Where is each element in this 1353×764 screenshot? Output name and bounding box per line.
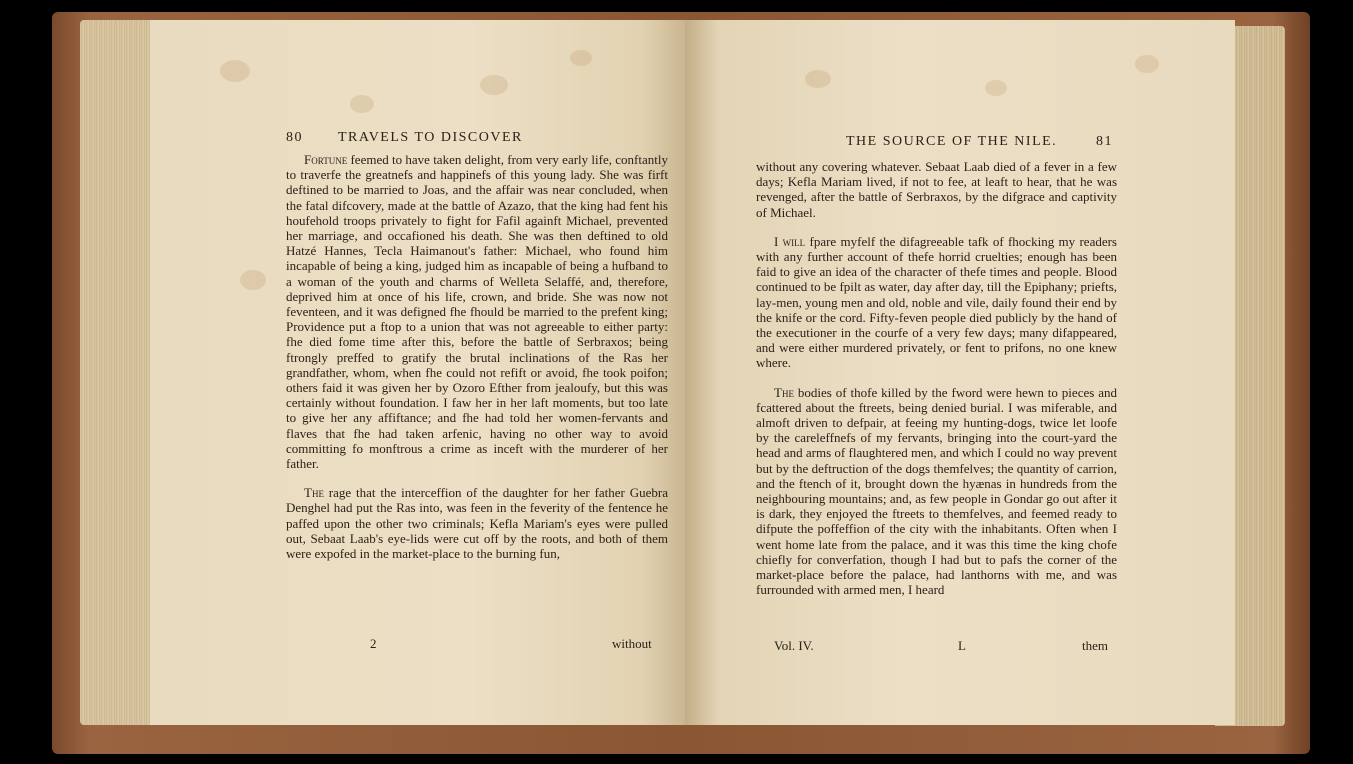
paragraph-lead: The bbox=[304, 485, 324, 501]
left-paragraph-2 bbox=[286, 485, 668, 561]
left-page-number: 80 bbox=[286, 130, 303, 145]
paragraph-body: rage that the interceffion of the daughter for her father Guebra Denghel had put the Ras into, was feen in the feverity of the fentence he paffed upon the other two criminals; Kefla Mariam's eyes were pulled out, Sebaat Laab's eye-lids were cut off by the roots, and both of them were expofed in the market-place to the burning fun, bbox=[286, 485, 668, 562]
right-running-head: THE SOURCE OF THE NILE. bbox=[846, 134, 1058, 149]
paragraph-lead: The bbox=[774, 384, 794, 400]
right-paragraph-1 bbox=[756, 159, 1117, 220]
foxing-spot bbox=[350, 95, 374, 113]
right-page-text bbox=[756, 159, 1117, 597]
paragraph-lead: Fortune bbox=[304, 152, 348, 167]
left-page-text bbox=[286, 152, 668, 561]
foxing-spot bbox=[570, 50, 592, 66]
left-paragraph-1 bbox=[286, 152, 668, 471]
left-signature-mark: 2 bbox=[370, 636, 377, 651]
foxing-spot bbox=[220, 60, 250, 82]
paragraph-lead: I will bbox=[774, 233, 806, 249]
paragraph-body: fpare myfelf the difagreeable tafk of fhocking my readers with any further account of thefe horrid cruelties; enough has been faid to give an idea of the character of thefe times and people. Blood continued to be fpilt as water, day after day, till the Epiphany; priefts, lay-men, young men and old, noble and vile, daily found their end by the knife or the cord. Fifty-feven people died publicly by the hand of the executioner in the courfe of a very few days; many difappeared, and were either murdered privately, or fent to prifons, no one knew where. bbox=[756, 233, 1117, 371]
page-edges-left bbox=[80, 20, 160, 725]
right-volume-mark: Vol. IV. bbox=[774, 638, 814, 653]
foxing-spot bbox=[240, 270, 266, 290]
paragraph-body: feemed to have taken delight, from very early life, conftantly to traverfe the greatnefs and happinefs of this young lady. She was firft deftined to be married to Joas, and the affair was near concluded, when the fatal difcovery, made at the battle of Azazo, that the king had fent his houfehold troops privately to fight for Fafil againft Michael, prevented her marriage, and occafioned his death. She was then deftined to old Hatzé Hannes, Tecla Haimanout's father: Michael, who found him incapable of being a king, judged him as incapable of being a hufband to a woman of the youth and charms of Welleta Selaffé, and, therefore, deprived him at once of his life, crown, and bride. She was now not feventeen, and it was defigned fhe fhould be married to the prefent king; Providence put a ftop to a union that was not agreeable to either party: fhe died fome time after this, before the battle of Serbraxos; being ftrongly preffed to gratify the brutal inclinations of the Ras her grandfather, whom, when fhe could not refift or avoid, fhe took poifon; others faid it was given her by Ozoro Efther from jealoufy, but this was certainly without foundation. I faw her in her laft moments, but too late to give her any affiftance; and fhe had told her women-fervants and flaves that fhe had taken arfenic, having no other way to avoid committing fo monftrous a crime as inceft with the murderer of her father. bbox=[286, 152, 668, 472]
left-running-head: TRAVELS TO DISCOVER bbox=[338, 130, 523, 145]
right-signature-mark: L bbox=[958, 638, 966, 653]
right-page-number: 81 bbox=[1096, 134, 1113, 149]
foxing-spot bbox=[1135, 55, 1159, 73]
foxing-spot bbox=[805, 70, 831, 88]
right-catchword: them bbox=[1082, 638, 1108, 653]
foxing-spot bbox=[480, 75, 508, 95]
left-catchword: without bbox=[612, 636, 652, 651]
right-paragraph-2 bbox=[756, 234, 1117, 371]
right-paragraph-3 bbox=[756, 385, 1117, 598]
paragraph-body: without any covering whatever. Sebaat Laab died of a fever in a few days; Kefla Mariam lived, if not to fee, at leaft to hear, that he was revenged, after the battle of Serbraxos, by the difgrace and captivity of Michael. bbox=[756, 159, 1117, 220]
foxing-spot bbox=[985, 80, 1007, 96]
paragraph-body: bodies of thofe killed by the fword were hewn to pieces and fcattered about the ftreets, being denied burial. I was miferable, and almoft driven to defpair, at feeing my hunting-dogs, twice let loofe by the careleffnefs of my fervants, bringing into the court-yard the head and arms of flaughtered men, and which I could no way prevent but by the deftruction of the dogs themfelves; the quantity of carrion, and the ftench of it, brought down the hyænas in hundreds from the neighbouring mountains; and, as few people in Gondar go out after it is dark, they enjoyed the ftreets to themfelves, and feemed ready to difpute the poffeffion of the city with the inhabitants. Often when I went home late from the palace, and it was this time the king chofe chiefly for converfation, though I had but to pafs the corner of the market-place before the palace, had lanthorns with me, and was furrounded with armed men, I heard bbox=[756, 384, 1117, 598]
